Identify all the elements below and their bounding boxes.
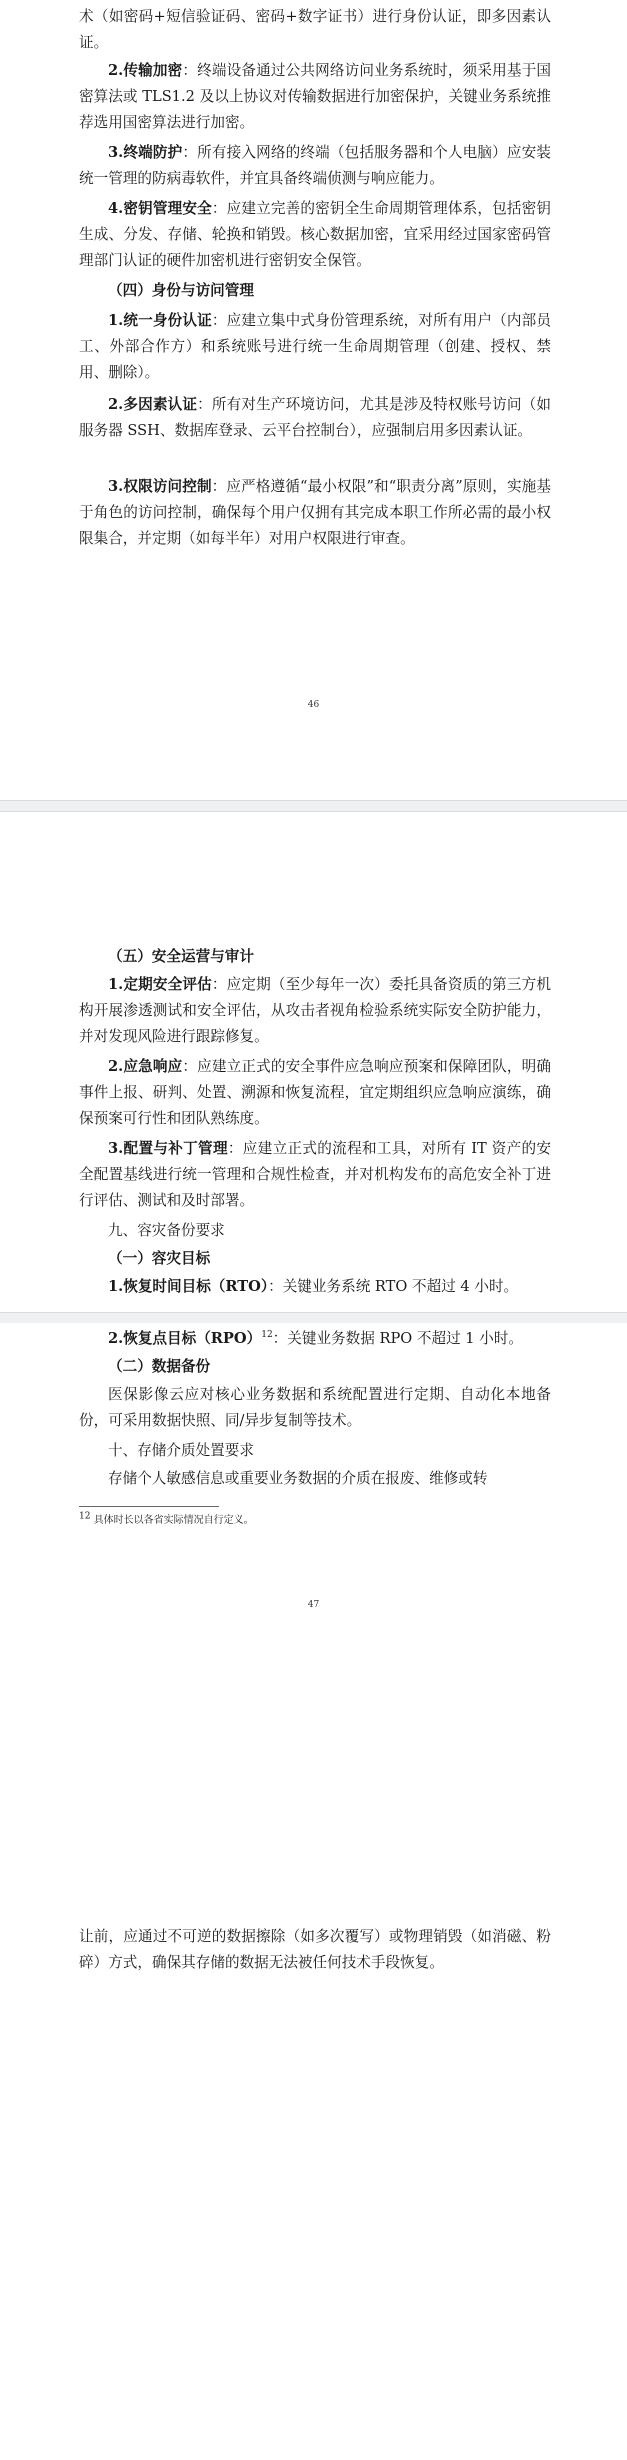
item-lead: 2.应急响应: [108, 1058, 183, 1075]
section-heading-data-backup: （二）数据备份: [108, 1358, 211, 1375]
paragraph-unified-identity: [79, 308, 551, 386]
item-lead: 4.密钥管理安全: [108, 200, 212, 217]
item-text: ：终端设备通过公共网络访问业务系统时，须采用基于国密算法或 TLS1.2 及以上协议对传输数据进行加密保护，关键业务系统推荐选用国密算法进行加密。: [79, 62, 551, 131]
item-lead: 3.权限访问控制: [108, 478, 212, 495]
item-lead: 1.恢复时间目标（RTO）: [108, 1278, 269, 1295]
page-separator: [0, 800, 627, 812]
item-lead: 3.终端防护: [108, 144, 183, 161]
document-page-46: [0, 0, 627, 800]
item-lead: 1.统一身份认证: [108, 312, 212, 329]
item-text: ：应定期（至少每年一次）委托具备资质的第三方机构开展渗透测试和安全评估，从攻击者视角检验系统实际安全防护能力，并对发现风险进行跟踪修复。: [79, 976, 551, 1045]
item-lead: 2.恢复点目标（RPO）: [108, 1330, 262, 1347]
section-heading-identity-access: （四）身份与访问管理: [108, 282, 254, 299]
item-text: ：应建立正式的安全事件应急响应预案和保障团队，明确事件上报、研判、处置、溯源和恢复流程，宜定期组织应急响应演练，确保预案可行性和团队熟练度。: [79, 1058, 551, 1127]
item-text: ：应建立正式的流程和工具，对所有 IT 资产的安全配置基线进行统一管理和合规性检查，并对机构发布的高危安全补丁进行评估、测试和及时部署。: [79, 1140, 551, 1209]
section-heading-dr-targets: （一）容灾目标: [108, 1250, 211, 1267]
footnote-mark: 12: [79, 1511, 91, 1522]
item-text: ：所有对生产环境访问，尤其是涉及特权账号访问（如服务器 SSH、数据库登录、云平台控制台），应强制启用多因素认证。: [79, 396, 551, 439]
footnote-12: [79, 1511, 551, 1528]
paragraph-mfa-continued: 术（如密码+短信验证码、密码+数字证书）进行身份认证，即多因素认证。: [79, 8, 551, 51]
paragraph-patch-management: [79, 1136, 551, 1214]
paragraph-key-management: [79, 196, 551, 274]
item-text: ：应严格遵循“最小权限”和“职责分离”原则，实施基于角色的访问控制，确保每个用户仅拥有其完成本职工作所必需的最小权限集合，并定期（如每半年）对用户权限进行审查。: [79, 478, 551, 547]
footnote-ref: 12: [261, 1330, 273, 1341]
footnote-text: 具体时长以各省实际情况自行定义。: [93, 1515, 254, 1526]
item-text: ：应建立完善的密钥全生命周期管理体系，包括密钥生成、分发、存储、轮换和销毁。核心数据加密，宜采用经过国家密码管理部门认证的硬件加密机进行密钥安全保管。: [79, 200, 551, 269]
page-number: 46: [307, 700, 320, 710]
item-lead: 3.配置与补丁管理: [108, 1140, 228, 1157]
page-number: 47: [307, 1600, 320, 1610]
document-page-48: [0, 1323, 627, 2460]
paragraph-backup-policy: 医保影像云应对核心业务数据和系统配置进行定期、自动化本地备份，可采用数据快照、同/异步复制等技术。: [79, 1386, 551, 1429]
item-text: ：关键业务数据 RPO 不超过 1 小时。: [272, 1330, 524, 1347]
paragraph-security-assessment: [79, 972, 551, 1050]
item-lead: 1.定期安全评估: [108, 976, 212, 993]
item-lead: 2.传输加密: [108, 62, 183, 79]
item-text: ：所有接入网络的终端（包括服务器和个人电脑）应安装统一管理的防病毒软件，并宜具备终端侦测与响应能力。: [79, 144, 551, 187]
paragraph-incident-response: [79, 1054, 551, 1132]
paragraph-media-disposal-continued: 让前，应通过不可逆的数据擦除（如多次覆写）或物理销毁（如消磁、粉碎）方式，确保其存储的数据无法被任何技术手段恢复。: [79, 1928, 551, 1971]
chapter-heading-media-disposal: 十、存储介质处置要求: [108, 1442, 254, 1459]
paragraph-rpo: [79, 1326, 551, 1352]
paragraph-access-control: [79, 474, 551, 552]
paragraph-transport-encryption: [79, 58, 551, 136]
footnote-rule: [79, 1506, 219, 1507]
paragraph-multi-factor: [79, 392, 551, 444]
section-heading-security-operations: （五）安全运营与审计: [108, 948, 254, 965]
paragraph-media-disposal-start: 存储个人敏感信息或重要业务数据的介质在报废、维修或转: [108, 1470, 488, 1487]
paragraph-rto: [79, 1274, 551, 1300]
paragraph-endpoint-protection: [79, 140, 551, 192]
item-text: ：关键业务系统 RTO 不超过 4 小时。: [268, 1278, 519, 1295]
item-text: ：应建立集中式身份管理系统，对所有用户（内部员工、外部合作方）和系统账号进行统一生命周期管理（创建、授权、禁用、删除）。: [79, 312, 551, 381]
chapter-heading-disaster-recovery: 九、容灾备份要求: [108, 1222, 225, 1239]
item-lead: 2.多因素认证: [108, 396, 198, 413]
